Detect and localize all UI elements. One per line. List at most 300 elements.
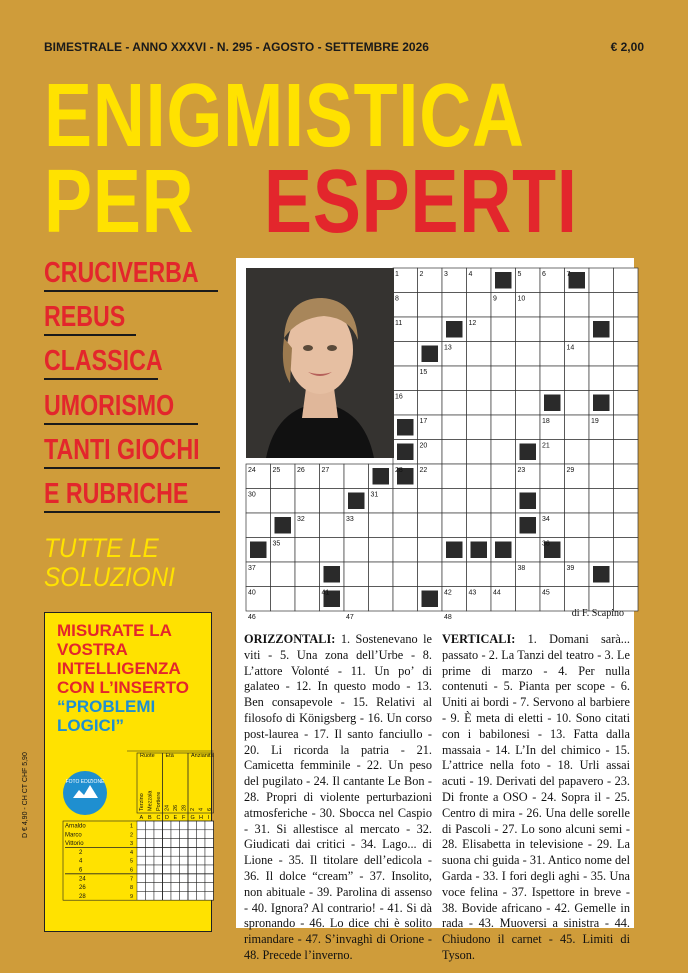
black-square: [373, 468, 390, 485]
clue-number: 2: [419, 271, 424, 278]
logic-puzzle-preview: [55, 743, 214, 923]
grid-cell: [442, 489, 467, 514]
clues-verticali: [442, 632, 630, 964]
grid-cell: [614, 489, 639, 514]
puzzle-cell: [137, 839, 146, 848]
grid-cell: [614, 293, 639, 318]
price: € 2,00: [610, 40, 644, 54]
grid-cell: [442, 562, 467, 587]
verticali-heading: VERTICALI:: [442, 632, 516, 646]
puzzle-cell: [197, 883, 206, 892]
puzzle-row-label: 4: [79, 858, 83, 865]
grid-cell: [491, 317, 516, 342]
puzzle-cell: [171, 847, 180, 856]
grid-cell: [320, 538, 345, 563]
clue-number: 14: [566, 344, 575, 352]
orizzontali-heading: ORIZZONTALI:: [244, 632, 336, 646]
puzzle-row-number: 3: [130, 841, 134, 848]
puzzle-row-label: 6: [79, 867, 83, 874]
grid-cell: [614, 464, 639, 489]
puzzle-column-label: 4: [198, 807, 205, 811]
grid-cell: [295, 489, 320, 514]
puzzle-row-label: 2: [79, 849, 83, 856]
solutions-tagline: TUTTE LE SOLUZIONI: [44, 533, 175, 592]
grid-cell: [442, 464, 467, 489]
grid-cell: [614, 317, 639, 342]
grid-cell: [540, 317, 565, 342]
grid-cell: [320, 513, 345, 538]
puzzle-cell: [171, 883, 180, 892]
puzzle-cell: [205, 856, 214, 865]
crossword-byline: di F. Scapino: [571, 608, 624, 619]
clue-number: 18: [542, 418, 550, 425]
black-square: [593, 566, 610, 583]
grid-cell: [418, 489, 443, 514]
grid-cell: [393, 562, 418, 587]
grid-cell: [369, 562, 394, 587]
grid-cell: [467, 342, 492, 367]
clue-number: 43: [468, 589, 477, 597]
grid-cell: [344, 562, 369, 587]
puzzle-letter: H: [199, 815, 203, 821]
clue-number: 9: [493, 295, 497, 303]
grid-cell: [295, 538, 320, 563]
puzzle-letter: C: [156, 815, 161, 821]
grid-cell: [491, 513, 516, 538]
grid-cell: [467, 562, 492, 587]
puzzle-cell: [180, 856, 189, 865]
puzzle-row-label: 26: [79, 885, 86, 892]
clue-number: 15: [419, 369, 428, 376]
title-line-2a: PER: [44, 152, 195, 252]
puzzle-cell: [180, 883, 189, 892]
grid-cell: [565, 293, 590, 318]
grid-cell: [589, 268, 614, 293]
puzzle-cell: [171, 865, 180, 874]
grid-cell: [491, 562, 516, 587]
black-square: [422, 591, 439, 608]
grid-cell: [565, 366, 590, 391]
puzzle-cell: [180, 891, 189, 900]
puzzle-cell: [197, 865, 206, 874]
grid-cell: [442, 391, 467, 416]
orizzontali-text: 1. Sostenevano le viti - 5. Una zona dell’Urbe - 8. L’attore Volonté - 11. Un po’ di galateo - 12. In questo modo - 13. Ben consapevole - 15. Relativi al filosofo di Königsberg - 16. Un corso post-laurea - 17. Il santo fanciullo - 20. Li ricorda la patria - 21. Camicetta femminile - 22. Un peso del pugilato - 24. Il cantante Le Bon - 28. Propri di violente perturbazioni atmosferiche - 30. Sbocca nel Caspio - 31. Si allestisce al mercato - 32. Giudicati dai critici - 34. Lago... di Lione - 35. Il titolare dell’edicola - 36. Il dolce “cream” - 37. Insolito, non abituale - 39. Parolina di assenso - 40. Ignora? Al contrario! - 41. Si dà spronando - 46. Lo dice chi è solito rimandare - 47. S’invaghì di Orione - 48. Precede l’inverno.: [244, 632, 432, 962]
top-bar: [44, 40, 644, 58]
grid-cell: [271, 489, 296, 514]
category-classica: CLASSICA: [44, 345, 163, 377]
grid-cell: [540, 562, 565, 587]
grid-cell: [467, 293, 492, 318]
grid-cell: [589, 489, 614, 514]
grid-cell: [565, 317, 590, 342]
puzzle-cell: [188, 883, 197, 892]
grid-cell: [246, 513, 271, 538]
clue-number: 12: [468, 320, 477, 327]
grid-cell: [320, 489, 345, 514]
puzzle-cell: [205, 830, 214, 839]
promo-box: [44, 612, 212, 932]
puzzle-cell: [197, 874, 206, 883]
category-underline: [44, 290, 218, 292]
puzzle-cell: [163, 821, 172, 830]
grid-cell: [369, 538, 394, 563]
clue-number: 37: [248, 565, 256, 572]
grid-cell: [369, 587, 394, 612]
grid-cell: [418, 293, 443, 318]
grid-cell: [467, 366, 492, 391]
puzzle-row-number: 9: [130, 893, 134, 900]
black-square: [275, 517, 292, 534]
clue-number: 25: [272, 467, 281, 474]
black-square: [520, 517, 537, 534]
puzzle-cell: [154, 891, 163, 900]
puzzle-cell: [146, 856, 155, 865]
puzzle-header: Ruote: [140, 753, 155, 759]
grid-cell: [271, 562, 296, 587]
grid-cell: [516, 391, 541, 416]
clue-number: 27: [321, 467, 330, 474]
badge-label: FOTO EDIZIONE: [65, 779, 105, 785]
issue-info: BIMESTRALE - ANNO XXXVI - N. 295 - AGOSTO - SETTEMBRE 2026: [44, 40, 429, 54]
puzzle-cell: [180, 821, 189, 830]
puzzle-column-label: 28: [181, 804, 188, 811]
puzzle-cell: [146, 830, 155, 839]
puzzle-cell: [205, 865, 214, 874]
clue-number: 32: [297, 516, 305, 523]
puzzle-cell: [171, 856, 180, 865]
puzzle-cell: [171, 891, 180, 900]
category-underline: [44, 334, 136, 336]
puzzle-cell: [188, 847, 197, 856]
puzzle-cell: [163, 874, 172, 883]
puzzle-cell: [137, 847, 146, 856]
clue-number: 4: [468, 271, 473, 278]
grid-cell: [467, 415, 492, 440]
grid-cell: [393, 513, 418, 538]
clue-number: 24: [248, 467, 256, 474]
clues-panel: [236, 628, 634, 962]
puzzle-cell: [180, 874, 189, 883]
puzzle-cell: [154, 856, 163, 865]
grid-cell: [589, 464, 614, 489]
puzzle-letter: F: [182, 815, 186, 821]
puzzle-cell: [197, 830, 206, 839]
puzzle-letter: A: [139, 815, 144, 821]
puzzle-column-label: Portiere: [156, 791, 162, 811]
puzzle-cell: [205, 847, 214, 856]
puzzle-cell: [205, 891, 214, 900]
grid-cell: [589, 342, 614, 367]
puzzle-cell: [205, 821, 214, 830]
grid-cell: [565, 489, 590, 514]
grid-cell: [393, 587, 418, 612]
grid-cell: [589, 538, 614, 563]
grid-cell: [614, 440, 639, 465]
puzzle-cell: [180, 830, 189, 839]
grid-cell: [614, 562, 639, 587]
clue-number: 34: [542, 516, 550, 523]
title-line-1: ENIGMISTICA: [44, 66, 525, 166]
puzzle-cell: [171, 821, 180, 830]
clue-number: 19: [591, 418, 599, 425]
clue-number: 28: [395, 467, 403, 474]
puzzle-cell: [154, 821, 163, 830]
puzzle-cell: [171, 874, 180, 883]
grid-cell: [491, 391, 516, 416]
puzzle-cell: [205, 883, 214, 892]
grid-cell: [295, 587, 320, 612]
clue-number: 16: [395, 393, 403, 401]
grid-cell: [565, 513, 590, 538]
grid-cell: [614, 538, 639, 563]
clues-orizzontali: [244, 632, 432, 964]
clue-number: 31: [370, 491, 379, 499]
clue-number: 6: [542, 271, 546, 278]
puzzle-row-number: 8: [130, 885, 134, 892]
puzzle-cell: [137, 883, 146, 892]
puzzle-cell: [137, 830, 146, 839]
puzzle-row-number: 1: [130, 823, 134, 830]
grid-cell: [491, 342, 516, 367]
clue-number: 47: [346, 614, 354, 621]
puzzle-cell: [146, 839, 155, 848]
grid-cell: [516, 415, 541, 440]
clue-number: 1: [395, 271, 399, 278]
puzzle-column-label: Terzino: [139, 793, 145, 811]
black-square: [397, 419, 414, 436]
puzzle-cell: [137, 856, 146, 865]
puzzle-row-number: 6: [130, 867, 134, 874]
clue-number: 48: [444, 614, 452, 621]
puzzle-row-label: 28: [79, 893, 86, 900]
puzzle-cell: [171, 839, 180, 848]
puzzle-cell: [197, 847, 206, 856]
puzzle-row-label: Marco: [65, 832, 82, 839]
puzzle-cell: [154, 865, 163, 874]
category-underline: [44, 378, 158, 380]
black-square: [544, 395, 561, 412]
black-square: [397, 444, 414, 461]
clue-number: 38: [517, 565, 526, 572]
puzzle-cell: [171, 830, 180, 839]
puzzle-cell: [146, 821, 155, 830]
clue-number: 5: [517, 271, 522, 278]
grid-cell: [418, 562, 443, 587]
price-code-vertical: D € 4,90 - CH CT CHF 5,90: [22, 752, 29, 838]
grid-cell: [442, 293, 467, 318]
puzzle-cell: [188, 830, 197, 839]
grid-cell: [516, 538, 541, 563]
puzzle-cell: [137, 891, 146, 900]
grid-cell: [516, 366, 541, 391]
grid-cell: [418, 513, 443, 538]
puzzle-cell: [154, 874, 163, 883]
puzzle-cell: [154, 830, 163, 839]
black-square: [324, 566, 341, 583]
actress-photo: [246, 268, 394, 458]
puzzle-cell: [137, 865, 146, 874]
grid-cell: [565, 440, 590, 465]
clue-number: 42: [444, 589, 452, 597]
puzzle-cell: [188, 821, 197, 830]
grid-cell: [540, 293, 565, 318]
crossword-panel: [236, 258, 634, 628]
grid-cell: [442, 366, 467, 391]
promo-headline: MISURATE LA VOSTRA INTELLIGENZA CON L’INSERTO: [57, 621, 189, 697]
grid-cell: [491, 415, 516, 440]
grid-cell: [467, 464, 492, 489]
grid-cell: [467, 513, 492, 538]
puzzle-row-label: Arnaldo: [65, 823, 86, 830]
grid-cell: [614, 391, 639, 416]
clue-number: 39: [566, 565, 575, 572]
clue-number: 44: [493, 589, 501, 597]
grid-cell: [418, 317, 443, 342]
foto-badge: [63, 771, 107, 815]
grid-cell: [491, 489, 516, 514]
black-square: [446, 321, 463, 338]
grid-cell: [344, 587, 369, 612]
puzzle-cell: [188, 839, 197, 848]
category-rebus: REBUS: [44, 301, 126, 333]
verticali-text: 1. Domani sarà... passato - 2. La Tanzi del teatro - 3. Le prime di marzo - 4. Per nulla contenuti - 5. Pianta per scope - 6. Uniti ai bordi - 7. Servono al barbiere - 9. È meta di eletti - 10. Sono citati con i babilonesi - 13. Fatta dalla massaia - 14. L’In del chimico - 15. L’attrice nella foto - 18. Urli assai acuti - 19. Derivati del papavero - 23. Di fronte a OSO - 24. Sopra il - 25. Centro di mira - 26. Una delle sorelle di Pascoli - 27. Lo sono alcuni semi - 28. Elisabetta in televisione - 29. La suona chi guida - 31. Antico nome del Garda - 33. I fori degli aghi - 35. Una voce felina - 37. Ispettore in breve - 38. Bovide africano - 42. Gemelle in rada - 43. Muoversi a sinistra - 44. Chiudono il carnet - 45. Limiti di Tyson.: [442, 632, 631, 962]
clue-number: 3: [444, 271, 448, 278]
puzzle-cell: [137, 821, 146, 830]
puzzle-letter: G: [190, 815, 195, 821]
grid-cell: [540, 489, 565, 514]
grid-cell: [614, 513, 639, 538]
puzzle-cell: [205, 839, 214, 848]
grid-cell: [418, 538, 443, 563]
puzzle-cell: [163, 865, 172, 874]
puzzle-cell: [163, 856, 172, 865]
clue-number: 36: [542, 540, 550, 548]
clue-number: 29: [566, 467, 575, 474]
puzzle-cell: [205, 874, 214, 883]
puzzle-row-number: 4: [130, 849, 134, 856]
clue-number: 33: [346, 516, 354, 523]
grid-cell: [516, 317, 541, 342]
puzzle-cell: [146, 847, 155, 856]
grid-cell: [369, 513, 394, 538]
puzzle-cell: [188, 856, 197, 865]
puzzle-cell: [146, 891, 155, 900]
clue-number: 10: [517, 295, 526, 303]
puzzle-row-number: 2: [130, 832, 134, 839]
puzzle-cell: [163, 891, 172, 900]
grid-cell: [540, 342, 565, 367]
puzzle-cell: [163, 830, 172, 839]
black-square: [348, 493, 365, 510]
clue-number: 13: [444, 344, 452, 352]
black-square: [422, 346, 439, 363]
grid-cell: [271, 587, 296, 612]
category-cruciverba: CRUCIVERBA: [44, 257, 199, 289]
category-underline: [44, 423, 198, 425]
black-square: [520, 493, 537, 510]
puzzle-cell: [197, 856, 206, 865]
clue-number: 22: [419, 467, 428, 474]
puzzle-letter: B: [148, 815, 152, 821]
black-square: [495, 272, 512, 289]
puzzle-cell: [163, 839, 172, 848]
grid-cell: [540, 366, 565, 391]
grid-cell: [442, 440, 467, 465]
clue-number: 41: [321, 589, 330, 597]
puzzle-header: Età: [165, 753, 174, 759]
grid-cell: [295, 562, 320, 587]
black-square: [446, 542, 463, 559]
puzzle-letter: I: [207, 815, 210, 821]
puzzle-column-label: Mezzala: [147, 790, 154, 811]
clue-number: 46: [248, 614, 256, 621]
puzzle-cell: [137, 874, 146, 883]
grid-cell: [565, 391, 590, 416]
grid-cell: [540, 464, 565, 489]
puzzle-cell: [154, 847, 163, 856]
puzzle-cell: [146, 883, 155, 892]
puzzle-row-number: 7: [130, 876, 134, 883]
grid-cell: [344, 538, 369, 563]
black-square: [593, 321, 610, 338]
puzzle-cell: [188, 874, 197, 883]
grid-cell: [393, 489, 418, 514]
puzzle-cell: [180, 839, 189, 848]
clue-number: 8: [395, 295, 399, 303]
grid-cell: [467, 391, 492, 416]
clue-number: 21: [542, 442, 550, 450]
puzzle-letter: D: [165, 815, 169, 821]
grid-cell: [442, 415, 467, 440]
grid-cell: [614, 342, 639, 367]
grid-cell: [589, 293, 614, 318]
grid-cell: [614, 366, 639, 391]
grid-cell: [614, 415, 639, 440]
black-square: [495, 542, 512, 559]
puzzle-column-label: 26: [173, 804, 179, 811]
puzzle-cell: [163, 847, 172, 856]
category-underline: [44, 511, 220, 513]
puzzle-cell: [188, 865, 197, 874]
puzzle-cell: [154, 883, 163, 892]
grid-cell: [491, 440, 516, 465]
puzzle-cell: [188, 891, 197, 900]
puzzle-row-label: 24: [79, 876, 86, 883]
category-underline: [44, 467, 220, 469]
black-square: [250, 542, 267, 559]
clue-number: 7: [566, 271, 571, 278]
grid-cell: [516, 587, 541, 612]
grid-cell: [418, 391, 443, 416]
black-square: [593, 395, 610, 412]
clue-number: 30: [248, 491, 256, 499]
puzzle-cell: [180, 847, 189, 856]
puzzle-row-label: Vittorio: [65, 841, 84, 848]
grid-cell: [393, 342, 418, 367]
black-square: [471, 542, 488, 559]
black-square: [566, 271, 586, 289]
puzzle-cell: [163, 883, 172, 892]
black-square: [520, 444, 537, 461]
grid-cell: [565, 415, 590, 440]
category-tanti-giochi: TANTI GIOCHI: [44, 434, 200, 466]
grid-cell: [467, 489, 492, 514]
grid-cell: [589, 366, 614, 391]
clue-number: 17: [419, 418, 428, 425]
grid-cell: [589, 440, 614, 465]
puzzle-cell: [197, 891, 206, 900]
puzzle-cell: [197, 839, 206, 848]
